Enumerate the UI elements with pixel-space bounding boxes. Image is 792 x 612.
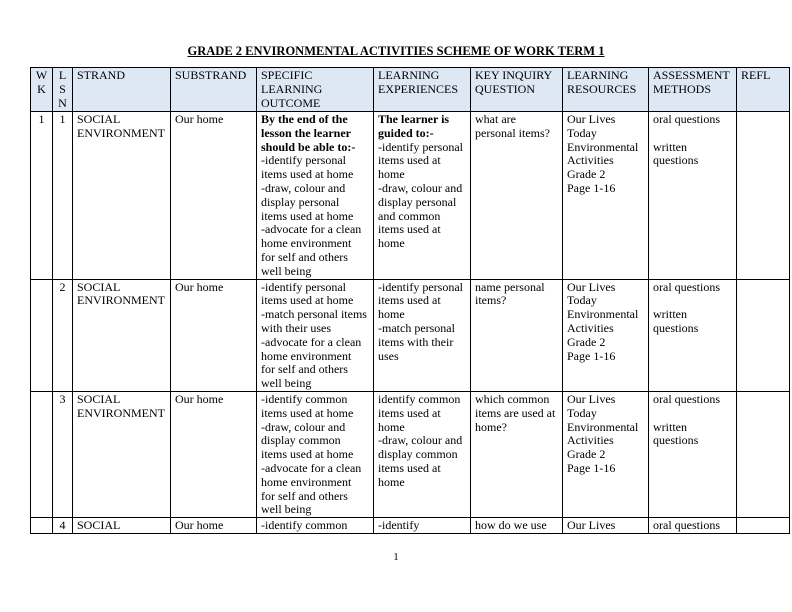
cell-line: oral questions [653,391,720,406]
cell-line: SPECIFIC [261,68,313,82]
cell-line-bold: should be able to:- [261,139,356,154]
substrand-cell [171,518,257,534]
cell-line: well being [261,263,312,278]
cell-line: items used at home [261,167,354,182]
cell-line: Activities [567,320,614,335]
lesson-cell [53,279,73,391]
question-cell [471,279,563,391]
table-row [31,391,790,517]
cell-line: Our home [175,112,224,126]
assessment-cell [649,391,737,517]
outcome-cell [257,518,374,534]
cell-line: -match personal [378,320,455,335]
strand-cell [73,279,171,391]
cell-line: -advocate for a clean [261,460,362,475]
cell-line: home environment [261,348,352,363]
cell-line: -identify personal [261,279,346,294]
outcome-cell [257,279,374,391]
cell-line: -identify common [261,518,348,533]
experiences-cell [374,112,471,280]
cell-line: -advocate for a clean [261,222,362,237]
question-cell [471,112,563,280]
lesson-cell [53,518,73,534]
cell-line: home [378,307,405,322]
cell-line: identify common [378,391,461,406]
week-cell [31,518,53,534]
question-cell [471,518,563,534]
substrand-cell [171,391,257,517]
cell-line: and common [378,208,441,223]
cell-line: -identify personal [261,153,346,168]
cell-line: for self and others [261,362,348,377]
cell-line: written [653,307,687,322]
cell-line: S [59,81,66,96]
substrand-cell [171,112,257,280]
cell-line: home environment [261,236,352,251]
page-number: 1 [393,551,399,563]
cell-line [653,407,733,421]
experiences-cell [374,518,471,534]
cell-line: -identify [378,518,420,533]
cell-line [653,294,733,308]
cell-line: EXPERIENCES [378,81,459,96]
cell-line: personal items? [475,125,550,140]
table-row [31,518,790,534]
document-title: GRADE 2 ENVIRONMENTAL ACTIVITIES SCHEME OF WORK TERM 1 [187,44,605,58]
cell-line: Our Lives [567,279,616,294]
header-week [31,68,53,112]
cell-line: REFL [741,68,771,82]
question-cell [471,391,563,517]
cell-line: RESOURCES [567,81,637,96]
cell-line: OUTCOME [261,95,321,110]
cell-line: Today [567,293,597,308]
cell-line: Our Lives [567,112,616,126]
cell-line: Our Lives [567,518,616,533]
resources-cell [563,279,649,391]
cell-line: SOCIAL [77,112,121,126]
cell-line: Grade 2 [567,447,606,462]
cell-line: ENVIRONMENT [77,125,165,140]
cell-line: items? [475,293,507,308]
cell-line: home [378,419,405,434]
header-key-inquiry-question [471,68,563,112]
header-substrand [171,68,257,112]
header-row [31,68,790,112]
assessment-cell [649,279,737,391]
table-row [31,112,790,280]
table-row [31,279,790,391]
lesson-cell [53,112,73,280]
cell-line: Our home [175,279,224,294]
cell-line: Grade 2 [567,334,606,349]
cell-line: Our home [175,391,224,406]
cell-line: Activities [567,433,614,448]
cell-line: LEARNING [567,68,629,82]
cell-line: items used at [378,222,441,237]
experiences-cell [374,391,471,517]
cell-line: Environmental [567,307,639,322]
cell-line: SUBSTRAND [175,68,247,82]
week-cell [31,391,53,517]
cell-line: ENVIRONMENT [77,293,165,308]
cell-line: LEARNING [378,68,440,82]
lesson-cell [53,391,73,517]
cell-line: -draw, colour and [378,433,463,448]
cell-line: home [378,167,405,182]
cell-line: Page 1-16 [567,180,616,195]
cell-line: home [378,236,405,251]
outcome-cell [257,112,374,280]
week-cell [31,279,53,391]
cell-line: name personal [475,279,545,294]
cell-line: Today [567,125,597,140]
cell-line: METHODS [653,81,712,96]
cell-line: items are used at [475,405,556,420]
cell-line: well being [261,376,312,391]
cell-line: STRAND [77,68,126,82]
assessment-cell [649,112,737,280]
cell-line: Page 1-16 [567,348,616,363]
cell-line: 2 [59,279,66,294]
cell-line: 1 [38,112,45,126]
cell-line: L [58,68,67,82]
week-cell [31,112,53,280]
cell-line: K [37,81,46,96]
cell-line: Activities [567,153,614,168]
cell-line-bold: guided to:- [378,125,434,140]
cell-line: how do we use [475,518,547,533]
cell-line: display personal [261,194,340,209]
cell-line: home environment [261,474,352,489]
cell-line: for self and others [261,488,348,503]
resources-cell [563,391,649,517]
substrand-cell [171,279,257,391]
experiences-cell [374,279,471,391]
scheme-of-work-table [30,67,790,534]
cell-line: ASSESSMENT [653,68,730,82]
reflection-cell [737,112,790,280]
cell-line: home? [475,419,507,434]
cell-line: 3 [59,391,66,406]
cell-line-bold: The learner is [378,112,450,126]
cell-line: Grade 2 [567,167,606,182]
cell-line: uses [378,348,399,363]
cell-line: KEY INQUIRY [475,68,553,82]
strand-cell [73,112,171,280]
cell-line: Environmental [567,139,639,154]
cell-line: SOCIAL [77,391,121,406]
reflection-cell [737,391,790,517]
header-reflection [737,68,790,112]
cell-line: questions [653,433,699,448]
assessment-cell [649,518,737,534]
header-strand [73,68,171,112]
cell-line: LEARNING [261,81,323,96]
header-lesson [53,68,73,112]
cell-line: N [58,95,67,110]
cell-line: items used at [378,153,441,168]
resources-cell [563,518,649,534]
cell-line: oral questions [653,518,720,533]
cell-line: oral questions [653,112,720,126]
cell-line: -identify common [261,391,348,406]
cell-line: oral questions [653,279,720,294]
resources-cell [563,112,649,280]
cell-line: 4 [59,518,66,533]
cell-line: items used at [378,405,441,420]
cell-line: -identify personal [378,279,463,294]
cell-line: what are [475,112,516,126]
cell-line: home [378,474,405,489]
cell-line: Our Lives [567,391,616,406]
cell-line: -match personal items [261,307,367,322]
cell-line: questions [653,153,699,168]
strand-cell [73,391,171,517]
cell-line: 1 [59,112,66,126]
cell-line: SOCIAL [77,518,121,533]
cell-line: Environmental [567,419,639,434]
header-assessment-methods [649,68,737,112]
header-learning-experiences [374,68,471,112]
cell-line-bold: lesson the learner [261,125,351,140]
cell-line: display common [378,447,458,462]
header-specific-learning-outcome [257,68,374,112]
cell-line: ENVIRONMENT [77,405,165,420]
cell-line: items with their [378,334,454,349]
cell-line: Today [567,405,597,420]
cell-line: written [653,419,687,434]
cell-line: items used at home [261,447,354,462]
cell-line: Page 1-16 [567,460,616,475]
cell-line: well being [261,502,312,517]
cell-line: -draw, colour and [261,419,346,434]
strand-cell [73,518,171,534]
cell-line: SOCIAL [77,279,121,294]
cell-line: W [35,68,48,82]
cell-line [653,127,733,141]
cell-line: with their uses [261,320,331,335]
cell-line: items used at [378,293,441,308]
cell-line: -identify personal [378,139,463,154]
cell-line-bold: By the end of the [261,112,348,126]
cell-line: display personal [378,194,457,209]
cell-line: items used at home [261,293,354,308]
header-learning-resources [563,68,649,112]
cell-line: items used at home [261,405,354,420]
cell-line: QUESTION [475,81,535,96]
cell-line: display common [261,433,341,448]
outcome-cell [257,391,374,517]
cell-line: questions [653,320,699,335]
cell-line: Our home [175,518,224,533]
reflection-cell [737,279,790,391]
cell-line: which common [475,391,550,406]
cell-line: written [653,139,687,154]
cell-line: -draw, colour and [261,180,346,195]
cell-line: items used at home [261,208,354,223]
cell-line: items used at [378,460,441,475]
cell-line: -draw, colour and [378,180,463,195]
cell-line: -advocate for a clean [261,334,362,349]
cell-line: for self and others [261,249,348,264]
reflection-cell [737,518,790,534]
